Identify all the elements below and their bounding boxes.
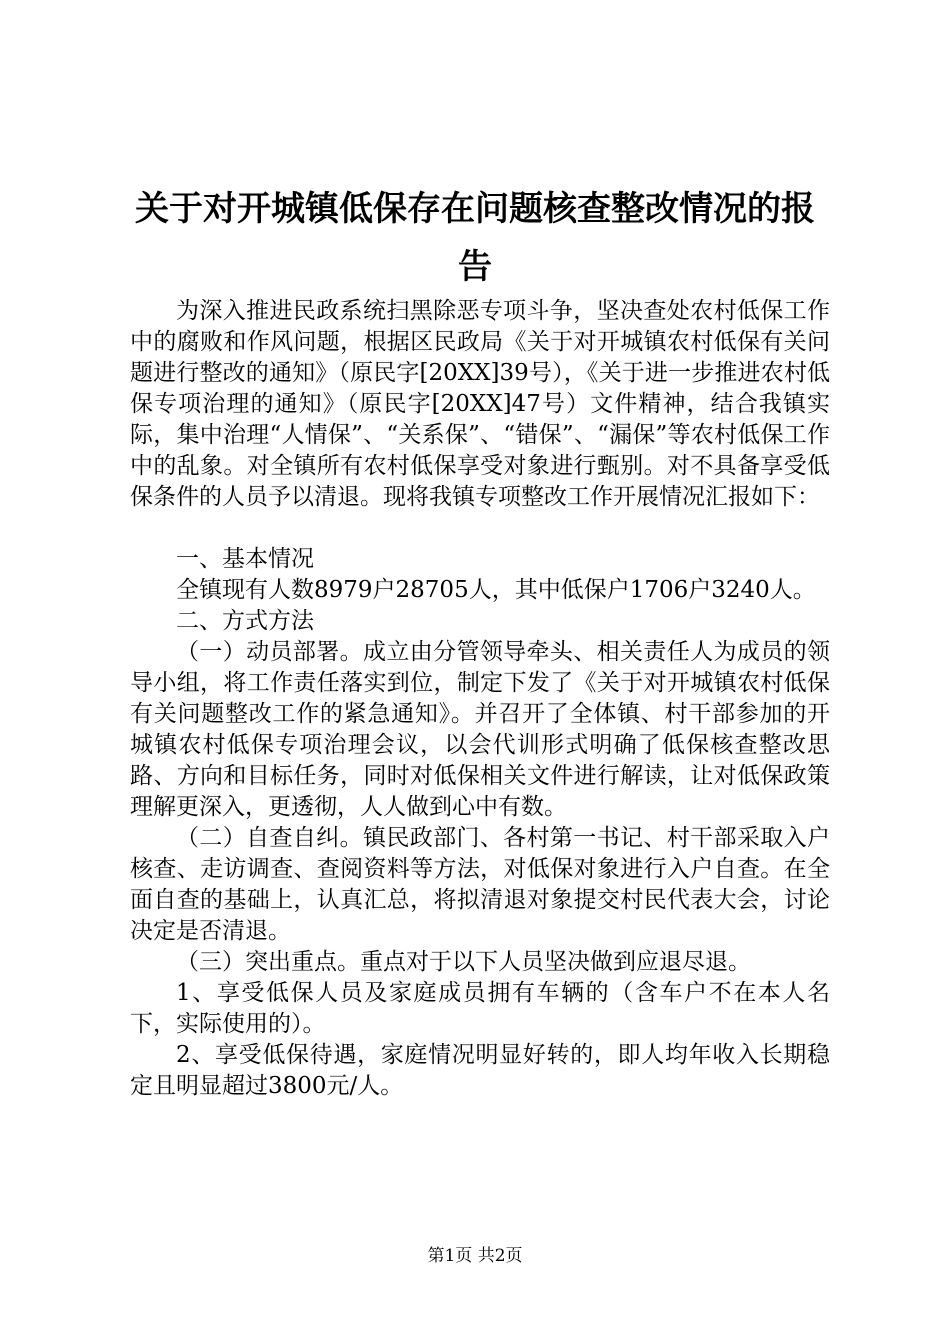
section-heading-basic-situation: 一、基本情况 — [176, 546, 314, 572]
intro-paragraph: 为深入推进民政系统扫黑除恶专项斗争，坚决查处农村低保工作中的腐败和作风问题，根据区民政局《关于对开城镇农村低保有关问题进行整改的通知》（原民字[20XX]39号），《关于进一步推进农村低保专项治理的通知》（原民字[20XX]47号）文件精神，结合我镇实际，集中治理“人情保”、“关系保”、“错保”、“漏保”等农村低保工作中的乱象。对全镇所有农村低保享受对象进行甄别。对不具备享受低保条件的人员予以清退。现将我镇专项整改工作开展情况汇报如下： — [130, 298, 830, 510]
focus-item-1: 1、享受低保人员及家庭成员拥有车辆的（含车户不在本人名下，实际使用的）。 — [130, 980, 830, 1037]
methods-mobilization-paragraph: （一）动员部署。成立由分管领导牵头、相关责任人为成员的领导小组，将工作责任落实到位，制定下发了《关于对开城镇农村低保有关问题整改工作的紧急通知》。并召开了全体镇、村干部参加的开城镇农村低保专项治理会议，以会代训形式明确了低保核查整改思路、方向和目标任务，同时对低保相关文件进行解读，让对低保政策理解更深入，更透彻，人人做到心中有数。 — [130, 639, 830, 820]
methods-focus-paragraph: （三）突出重点。重点对于以下人员坚决做到应退尽退。 — [176, 949, 751, 975]
section-heading-methods: 二、方式方法 — [176, 608, 314, 634]
document-title-line-1: 关于对开城镇低保存在问题核查整改情况的报 — [135, 189, 815, 229]
focus-item-2: 2、享受低保待遇，家庭情况明显好转的，即人均年收入长期稳定且明显超过3800元/人。 — [130, 1042, 830, 1099]
page-footer: 第1页 共2页 — [427, 1246, 523, 1266]
methods-self-check-paragraph: （二）自查自纠。镇民政部门、各村第一书记、村干部采取入户核查、走访调查、查阅资料等方法，对低保对象进行入户自查。在全面自查的基础上，认真汇总，将拟清退对象提交村民代表大会，讨论决定是否清退。 — [130, 825, 830, 944]
document-title-line-2: 告 — [458, 247, 492, 287]
basic-situation-paragraph: 全镇现有人数8979户28705人，其中低保户1706户3240人。 — [176, 577, 816, 603]
document-body — [130, 296, 830, 1102]
